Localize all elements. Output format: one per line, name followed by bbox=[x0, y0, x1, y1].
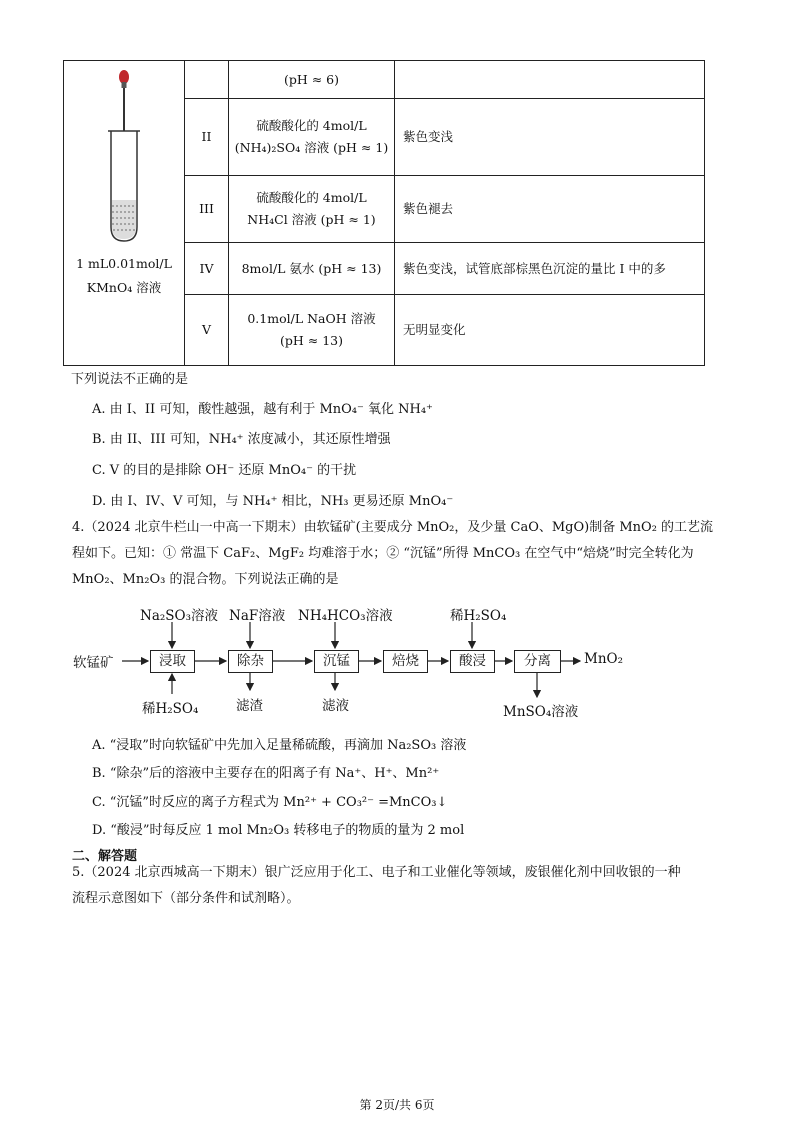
flow-start-label: 软锰矿 bbox=[73, 655, 114, 671]
flow-step-acid-leaching: 酸浸 bbox=[450, 650, 495, 673]
row-solution: 0.1mol/L NaOH 溶液 (pH ≈ 13) bbox=[229, 295, 395, 366]
flow-input-naf: NaF溶液 bbox=[229, 608, 286, 624]
row-id: III bbox=[185, 176, 229, 243]
q3-option-c: C. V 的目的是排除 OH⁻ 还原 MnO₄⁻ 的干扰 bbox=[92, 463, 357, 478]
flow-output-residue: 滤渣 bbox=[236, 698, 263, 714]
q4-stem: 4.（2024 北京牛栏山一中高一下期末）由软锰矿(主要成分 MnO₂，及少量 CaO、MgO)制备 MnO₂ 的工艺流 程如下。已知：① 常温下 CaF₂、MgF₂ 均难溶于水；② “沉锰”所得 MnCO₃ 在空气中“焙烧”时完全转化为 MnO₂、Mn₂O₃ 的混合物。下列说法正确的是 bbox=[72, 520, 714, 587]
row-phenomenon: 无明显变化 bbox=[395, 295, 705, 366]
row-solution: 硫酸酸化的 4mol/L (NH₄)₂SO₄ 溶液 (pH ≈ 1) bbox=[229, 99, 395, 176]
row-solution: (pH ≈ 6) bbox=[229, 61, 395, 99]
reagent-label: 1 mL0.01mol/L KMnO₄ 溶液 bbox=[76, 256, 172, 295]
flow-output-filtrate: 滤液 bbox=[322, 698, 349, 714]
q3-option-a: A. 由 I、II 可知，酸性越强，越有利于 MnO₄⁻ 氧化 NH₄⁺ bbox=[92, 402, 433, 417]
flow-input-h2so4-top: 稀H₂SO₄ bbox=[450, 608, 507, 624]
flow-step-separation: 分离 bbox=[514, 650, 561, 673]
flow-end-label: MnO₂ bbox=[584, 651, 623, 667]
flow-input-h2so4-bottom: 稀H₂SO₄ bbox=[142, 701, 199, 717]
row-id bbox=[185, 61, 229, 99]
q4-option-b: B. “除杂”后的溶液中主要存在的阳离子有 Na⁺、H⁺、Mn²⁺ bbox=[92, 766, 440, 781]
page-footer: 第 2页/共 6页 bbox=[359, 1098, 435, 1112]
section-title: 二、解答题 bbox=[72, 849, 138, 864]
row-phenomenon: 紫色变浅，试管底部棕黑色沉淀的量比 I 中的多 bbox=[395, 243, 705, 295]
q4-option-c: C. “沉锰”时反应的离子方程式为 Mn²⁺ + CO₃²⁻ =MnCO₃↓ bbox=[92, 795, 448, 810]
flow-step-mn-precipitation: 沉锰 bbox=[314, 650, 359, 673]
row-phenomenon bbox=[395, 61, 705, 99]
row-phenomenon: 紫色褪去 bbox=[395, 176, 705, 243]
row-id: II bbox=[185, 99, 229, 176]
row-id: IV bbox=[185, 243, 229, 295]
row-solution: 8mol/L 氨水 (pH ≈ 13) bbox=[229, 243, 395, 295]
flow-step-leaching: 浸取 bbox=[150, 650, 195, 673]
row-phenomenon: 紫色变浅 bbox=[395, 99, 705, 176]
flow-step-impurity-removal: 除杂 bbox=[228, 650, 273, 673]
q4-option-d: D. “酸浸”时每反应 1 mol Mn₂O₃ 转移电子的物质的量为 2 mol bbox=[92, 823, 465, 838]
test-tube-dropper-icon bbox=[104, 65, 144, 250]
q4-option-a: A. “浸取”时向软锰矿中先加入足量稀硫酸，再滴加 Na₂SO₃ 溶液 bbox=[92, 738, 467, 753]
q3-stem: 下列说法不正确的是 bbox=[71, 372, 189, 387]
flow-input-na2so3: Na₂SO₃溶液 bbox=[140, 608, 219, 624]
row-solution: 硫酸酸化的 4mol/L NH₄Cl 溶液 (pH ≈ 1) bbox=[229, 176, 395, 243]
flow-input-nh4hco3: NH₄HCO₃溶液 bbox=[298, 608, 393, 624]
q5-stem: 5.（2024 北京西城高一下期末）银广泛应用于化工、电子和工业催化等领域，废银催化剂中回收银的一种 流程示意图如下（部分条件和试剂略）。 bbox=[72, 865, 681, 906]
q3-option-d: D. 由 I、IV、V 可知，与 NH₄⁺ 相比，NH₃ 更易还原 MnO₄⁻ bbox=[92, 494, 454, 509]
flow-output-mnso4: MnSO₄溶液 bbox=[503, 704, 579, 720]
row-id: V bbox=[185, 295, 229, 366]
q3-option-b: B. 由 II、III 可知，NH₄⁺ 浓度减小，其还原性增强 bbox=[92, 432, 391, 447]
reagent-cell bbox=[64, 61, 185, 366]
flow-step-roasting: 焙烧 bbox=[383, 650, 428, 673]
experiment-table bbox=[63, 60, 705, 366]
